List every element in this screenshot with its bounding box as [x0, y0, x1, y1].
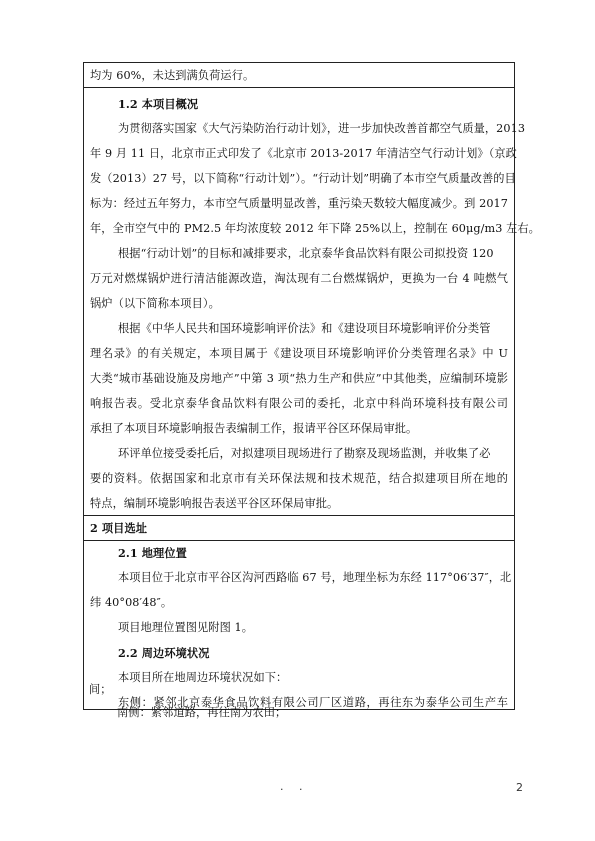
- section-heading: 2 项目选址: [90, 521, 148, 535]
- paragraph-line: 项目地理位置图见附图 1。: [118, 621, 254, 634]
- row-divider: [84, 515, 514, 516]
- row-divider: [84, 87, 514, 88]
- section-heading: 2.2 周边环境状况: [118, 646, 210, 660]
- paragraph-line: 环评单位接受委托后，对拟建项目现场进行了勘察及现场监测，并收集了必: [118, 447, 491, 460]
- row-divider: [84, 540, 514, 541]
- paragraph-line: 响报告表。受北京泰华食品饮料有限公司的委托，北京中科尚环境科技有限公司: [90, 397, 508, 410]
- page-number: 2: [516, 781, 523, 794]
- paragraph-line: 本项目位于北京市平谷区沟河西路临 67 号，地理坐标为东经 117°06′37″，北: [118, 571, 512, 584]
- text-line: 均为 60%，未达到满负荷运行。: [90, 69, 255, 82]
- paragraph-line: 东侧：紧邻北京泰华食品饮料有限公司厂区道路，再往东为泰华公司生产车: [118, 696, 508, 709]
- paragraph-line: 理名录》的有关规定，本项目属于《建设项目环境影响评价分类管理名录》中 U: [90, 347, 508, 360]
- paragraph-line: 发（2013）27 号，以下简称“行动计划”）。“行动计划”明确了本市空气质量改善的目: [90, 172, 516, 185]
- paragraph-line: 锅炉（以下简称本项目）。: [90, 297, 220, 310]
- document-table-frame: [83, 62, 540, 710]
- section-heading: 1.2 本项目概况: [118, 97, 199, 111]
- paragraph-line: 间；: [89, 683, 112, 696]
- paragraph-line: 特点，编制环境影响报告表送平谷区环保局审批。: [90, 497, 339, 510]
- paragraph-line: 根据“行动计划”的目标和减排要求，北京泰华食品饮料有限公司拟投资 120: [118, 247, 494, 260]
- paragraph-line: 承担了本项目环境影响报告表编制工作，报请平谷区环保局审批。: [90, 422, 418, 435]
- paragraph-line: 根据《中华人民共和国环境影响评价法》和《建设项目环境影响评价分类管: [118, 322, 491, 335]
- paragraph-line: 为贯彻落实国家《大气污染防治行动计划》，进一步加快改善首都空气质量，2013: [118, 122, 526, 135]
- paragraph-line: 本项目所在地周边环境状况如下：: [118, 671, 288, 684]
- paragraph-line: 大类“城市基础设施及房地产”中第 3 项“热力生产和供应”中其他类，应编制环境影: [90, 372, 508, 385]
- paragraph-line: 年 9 月 11 日，北京市正式印发了《北京市 2013-2017 年清洁空气行动计划》（京政: [90, 147, 517, 160]
- paragraph-line: 要的资料。依据国家和北京市有关环保法规和技术规范，结合拟建项目所在地的: [90, 472, 508, 485]
- paragraph-line: 纬 40°08′48″。: [90, 596, 173, 609]
- paragraph-line: 年，全市空气中的 PM2.5 年均浓度较 2012 年下降 25%以上，控制在 60μg/m3 左右。: [90, 222, 540, 235]
- paragraph-line: 南侧：紧邻道路，再往南为农田；: [117, 706, 287, 719]
- paragraph-line: 标为：经过五年努力，本市空气质量明显改善，重污染天数较大幅度减少。到 2017: [90, 197, 508, 210]
- section-heading: 2.1 地理位置: [118, 546, 187, 560]
- footer-dots: · ·: [280, 783, 309, 796]
- paragraph-line: 万元对燃煤锅炉进行清洁能源改造，淘汰现有二台燃煤锅炉，更换为一台 4 吨燃气: [90, 272, 508, 285]
